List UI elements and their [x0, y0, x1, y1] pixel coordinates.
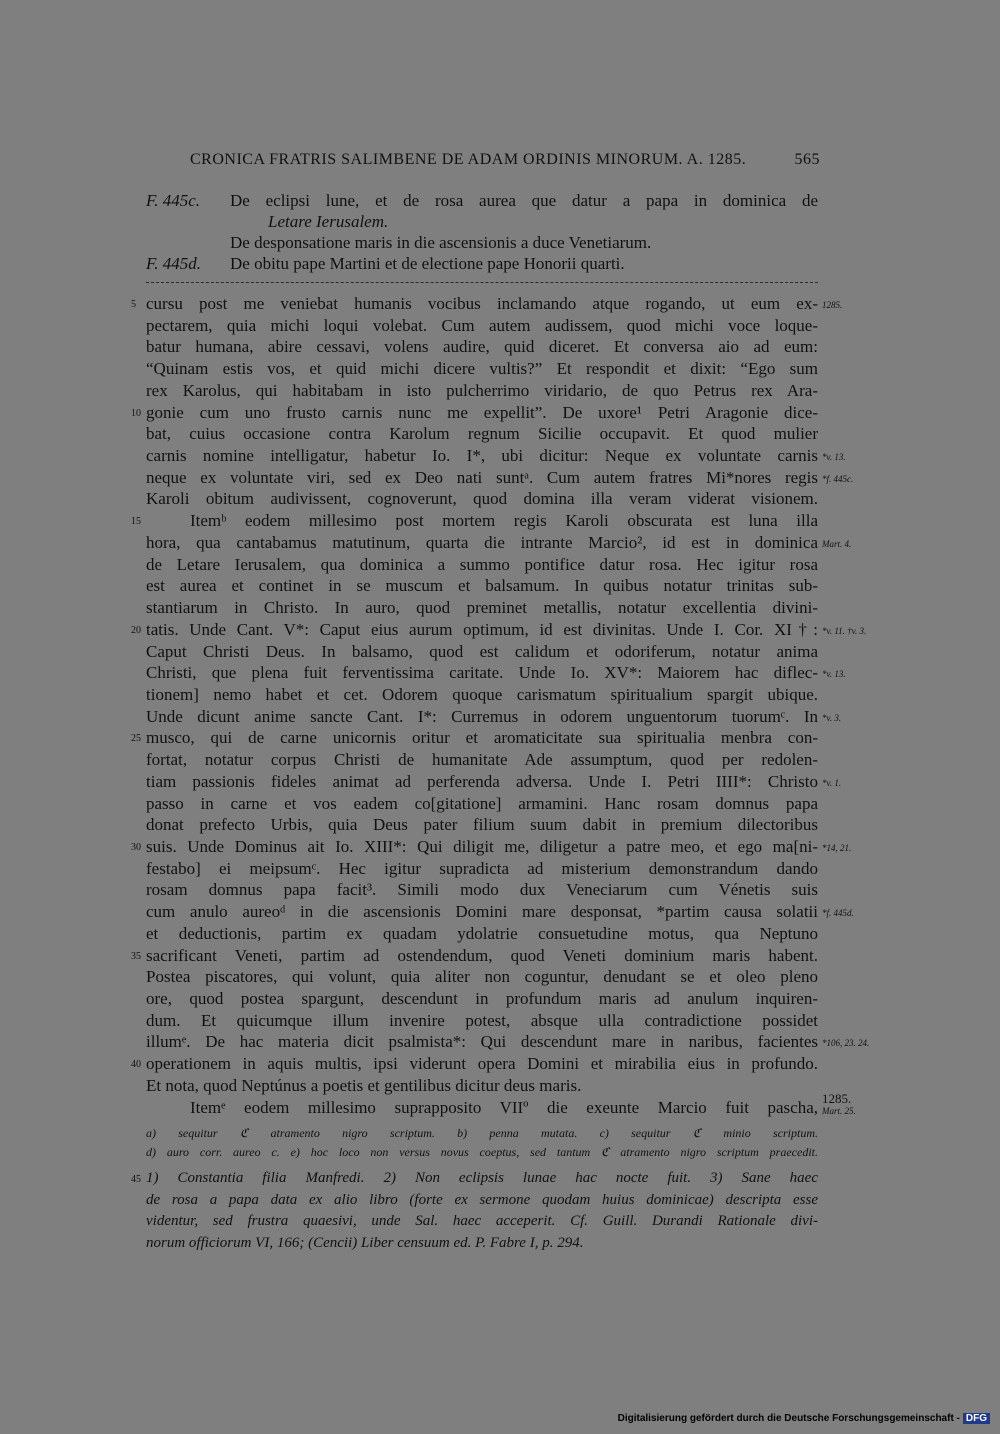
line-number: 35: [131, 950, 141, 962]
line-text: tatis. Unde Cant. V*: Caput eius aurum optimum, id est divinitas. Unde I. Cor. XI†:: [146, 619, 818, 639]
text-line: [131, 945, 818, 967]
text-line: [146, 662, 846, 684]
line-text: pectarem, quia michi loqui volebat. Cum autem audissem, quod michi voce loque-: [146, 315, 818, 335]
text-line: [146, 380, 818, 402]
footnote-line: norum officiorum VI, 166; (Cencii) Liber censuum ed. P. Fabre I, p. 294.: [146, 1235, 584, 1252]
text-line: [146, 597, 818, 619]
margin-note: [822, 1090, 856, 1117]
line-text: cum anulo aureoᵈ in die ascensionis Domini mare desponsat, *partim causa solatii: [146, 902, 818, 922]
footnote-line: [131, 1168, 818, 1190]
text-line: [146, 771, 842, 793]
text-line: [146, 988, 818, 1010]
line-text: musco, qui de carne unicornis oritur et aromaticitate sua spiritualia menbra con-: [146, 728, 818, 748]
margin-note: [822, 534, 851, 556]
text-line: [131, 727, 818, 749]
line-text: tionem] nemo habet et cet. Odorem quoque carismatum spiritualium spargit ubique.: [146, 684, 818, 704]
toc-text: De obitu pape Martini et de electione pape Honorii quarti.: [230, 254, 625, 273]
margin-note-text: 1285.: [822, 300, 843, 310]
line-text: est aurea et continet in se muscum et balsamum. In quibus notatur trinitas sub-: [146, 576, 818, 596]
text-line: [131, 619, 867, 641]
text-line: [146, 423, 818, 445]
main-text: [131, 293, 870, 1118]
text-line: [146, 445, 846, 467]
margin-note-text: *v. 3.: [822, 712, 842, 723]
running-header: [190, 151, 820, 169]
line-text: illumᵉ. De hac materia dicit psalmista*: Qui descendunt mare in naribus, facientes: [146, 1032, 818, 1052]
text-line: [146, 1075, 818, 1097]
line-text: fortat, notatur corpus Christi de humanitate Ade assumptum, quod per redolen-: [146, 750, 818, 770]
margin-note: [822, 469, 853, 491]
line-text: operationem in aquis multis, ipsi viderunt opera Domini et mirabilia eius in profundo.: [146, 1054, 818, 1074]
margin-note-text: Mart. 4.: [822, 538, 852, 549]
text-line: [146, 901, 854, 923]
chapter-contents: [146, 190, 818, 274]
text-line: [146, 858, 818, 880]
text-line: [131, 836, 852, 858]
line-text: Unde dicunt anime sancte Cant. I*: Curremus in odorem unguentorum tuorumᶜ. In: [146, 706, 818, 726]
line-text: sacrificant Veneti, partim ad ostendendum, quod Veneti dominium maris habent.: [146, 945, 818, 965]
text-line: [131, 510, 818, 532]
footnote-line: de rosa a papa data ex alio libro (forte ex sermone quodam huius dominicae) descripta esse: [146, 1191, 818, 1208]
footnotes: [131, 1168, 818, 1255]
margin-note: [822, 903, 854, 925]
text-line: [146, 706, 842, 728]
header-title: CRONICA FRATRIS SALIMBENE DE ADAM ORDINIS MINORUM. A. 1285.: [190, 151, 747, 168]
toc-folio-ref: F. 445d.: [146, 254, 201, 273]
line-number: 40: [131, 1059, 141, 1071]
line-text: cursu post me veniebat humanis vocibus inclamando atque rogando, ut eum ex-: [146, 294, 818, 313]
line-text: dum. Et quicumque illum invenire potest, absque ulla contradictione possidet: [146, 1010, 818, 1030]
line-text: et deductionis, partim ex quadam ydolatrie consuetudine motus, qua Neptuno: [146, 923, 818, 943]
margin-note: [822, 295, 842, 317]
text-line: [146, 336, 818, 358]
margin-note-text: *v. 11. †v. 3.: [822, 625, 867, 636]
line-text: Christi, que plena fuit ferventissima caritate. Unde Io. XV*: Maiorem hac diflec-: [146, 663, 818, 683]
line-text: Et nota, quod Neptúnus a poetis et gentilibus dicitur deus maris.: [146, 1075, 582, 1095]
line-text: festabo] ei meipsumᶜ. Hec igitur supradicta ad misterium demonstrandum dando: [146, 858, 818, 878]
text-line: [146, 749, 818, 771]
text-line: [146, 467, 854, 489]
toc-text: De eclipsi lune, et de rosa aurea que datur a papa in dominica de: [230, 191, 818, 210]
margin-note: [822, 447, 846, 469]
line-text: gonie cum uno frusto carnis nunc me expellit”. De uxore¹ Petri Aragonie dice-: [146, 402, 818, 422]
section-divider: [146, 282, 818, 283]
margin-date: Mart. 25.: [822, 1105, 856, 1116]
line-text: bat, cuius occasione contra Karolum regnum Sicilie occupavit. Et quod mulier: [146, 424, 818, 444]
line-text: rosam domnus papa facit³. Simili modo dux Veneciarum cum Vénetis suis: [146, 880, 818, 900]
line-text: suis. Unde Dominus ait Io. XIII*: Qui diligit me, diligetur a patre meo, et ego ma[ni-: [146, 836, 818, 856]
toc-entry-continuation: [146, 211, 818, 232]
line-text: Itemᵇ eodem millesimo post mortem regis Karoli obscurata est luna illa: [190, 511, 818, 531]
apparatus-line: a) sequitur ℭ atramento nigro scriptum. b) penna mutata. c) sequitur ℭ minio scriptum.: [146, 1126, 818, 1140]
line-number: 20: [131, 624, 141, 636]
line-number: 15: [131, 516, 141, 528]
line-number: 45: [131, 1174, 141, 1185]
toc-entry: [146, 190, 818, 211]
margin-note: [822, 664, 846, 686]
text-line: [146, 315, 818, 337]
toc-entry: [146, 232, 818, 253]
line-text: neque ex voluntate viri, sed ex Deo nati suntᵃ. Cum autem fratres Mi*nores regis: [146, 467, 818, 487]
line-text: Caput Christi Deus. In balsamo, quod est calidum et odoriferum, notatur anima: [146, 641, 818, 661]
margin-note: [822, 708, 841, 730]
text-line: [146, 793, 818, 815]
line-text: batur humana, abire cessavi, volens audire, quid diceret. Et conversa aio ad eum:: [146, 337, 818, 357]
page-number: 565: [794, 151, 820, 168]
text-line: [131, 293, 843, 315]
toc-text: De desponsatione maris in die ascensionis a duce Venetiarum.: [230, 233, 652, 252]
critical-apparatus: [146, 1124, 818, 1162]
text-line: [131, 1053, 818, 1075]
text-line: [131, 402, 818, 424]
text-line: [146, 641, 818, 663]
margin-note: [822, 621, 866, 643]
line-text: donat prefecto Urbis, quia Deus pater filium suum dabit in premium dilectoribus: [146, 815, 818, 835]
text-line: [146, 923, 818, 945]
margin-note: [822, 773, 841, 795]
text-line: [146, 488, 818, 510]
text-line: [146, 1090, 856, 1119]
text-line: [146, 879, 818, 901]
text-line: [146, 554, 818, 576]
line-number: 5: [131, 299, 136, 310]
margin-note-text: 1285.: [822, 1090, 852, 1106]
line-text: tiam passionis fideles animat ad perferenda adversa. Unde I. Petri IIII*: Christo: [146, 771, 818, 791]
line-text: carnis nomine intelligatur, habetur Io. I*, ubi dicitur: Neque ex voluntate carnis: [146, 446, 818, 466]
toc-subtitle: Letare Ierusalem.: [268, 212, 389, 231]
text-line: [146, 358, 818, 380]
margin-note-text: *v. 1.: [822, 777, 842, 788]
line-text: passo in carne et vos eadem co[gitatione] armamini. Hanc rosam domnus papa: [146, 793, 818, 813]
footnote-line: videntur, sed frustra quaesivi, unde Sal. haec acceperit. Cf. Guill. Durandi Rationale divi-: [146, 1213, 818, 1230]
line-text: de Letare Ierusalem, qua dominica a summo pontifice datur rosa. Hec igitur rosa: [146, 554, 818, 574]
footnote-text: 1) Constantia filia Manfredi. 2) Non eclipsis lunae hac nocte fuit. 3) Sane haec: [146, 1170, 818, 1186]
margin-note-text: *v. 13.: [822, 452, 846, 463]
line-text: Postea piscatores, qui volunt, quia aliter non coguntur, denudant se et oleo pleno: [146, 967, 818, 987]
line-text: “Quinam estis vos, et quid michi dicere vultis?” Et respondit et dixit: “Ego sum: [146, 359, 818, 379]
margin-note-text: *106, 23. 24.: [822, 1038, 870, 1049]
text-line: [146, 814, 818, 836]
toc-entry: [146, 253, 818, 274]
text-line: [146, 684, 818, 706]
text-line: [146, 1031, 870, 1053]
text-line: [146, 1010, 818, 1032]
line-text: ore, quod postea spargunt, descendunt in profundum maris ad anulum inquiren-: [146, 989, 818, 1008]
margin-note-text: *f. 445c.: [822, 473, 854, 484]
credit-text: Digitalisierung gefördert durch die Deutsche Forschungsgemeinschaft -: [617, 1413, 960, 1424]
line-text: rex Karolus, qui habitabam in isto pulcherrimo viridario, de quo Petrus rex Ara-: [146, 380, 818, 400]
margin-note-text: *f. 445d.: [822, 908, 854, 919]
line-number: 30: [131, 841, 141, 853]
text-line: [146, 966, 818, 988]
dfg-logo: DFG: [963, 1413, 990, 1424]
apparatus-line: d) auro corr. aureo c. e) hoc loco non versus novus coeptus, sed tantum ℭ atramento nigro scriptum praecedit.: [146, 1145, 818, 1159]
text-line: [146, 532, 852, 554]
margin-note-text: *v. 13.: [822, 669, 846, 680]
line-number: 10: [131, 407, 141, 419]
line-text: hora, qua cantabamus matutinum, quarta die intrante Marcio², id est in dominica: [146, 532, 818, 552]
toc-folio-ref: F. 445c.: [146, 191, 200, 210]
line-text: Karoli obitum audivissent, cognoverunt, quod domina illa veram viderat visionem.: [146, 489, 818, 509]
margin-note-text: *14, 21.: [822, 842, 852, 853]
text-line: [146, 575, 818, 597]
digitization-credit: [618, 1413, 990, 1424]
margin-note: [822, 838, 851, 860]
line-text: stantiarum in Christo. In auro, quod preminet metallis, notatur excellentia divini-: [146, 598, 818, 618]
line-number: 25: [131, 733, 141, 745]
line-text: Itemᵉ eodem millesimo suprapposito VIIº die exeunte Marcio fuit pascha,: [190, 1097, 818, 1117]
margin-note: [822, 1033, 869, 1055]
